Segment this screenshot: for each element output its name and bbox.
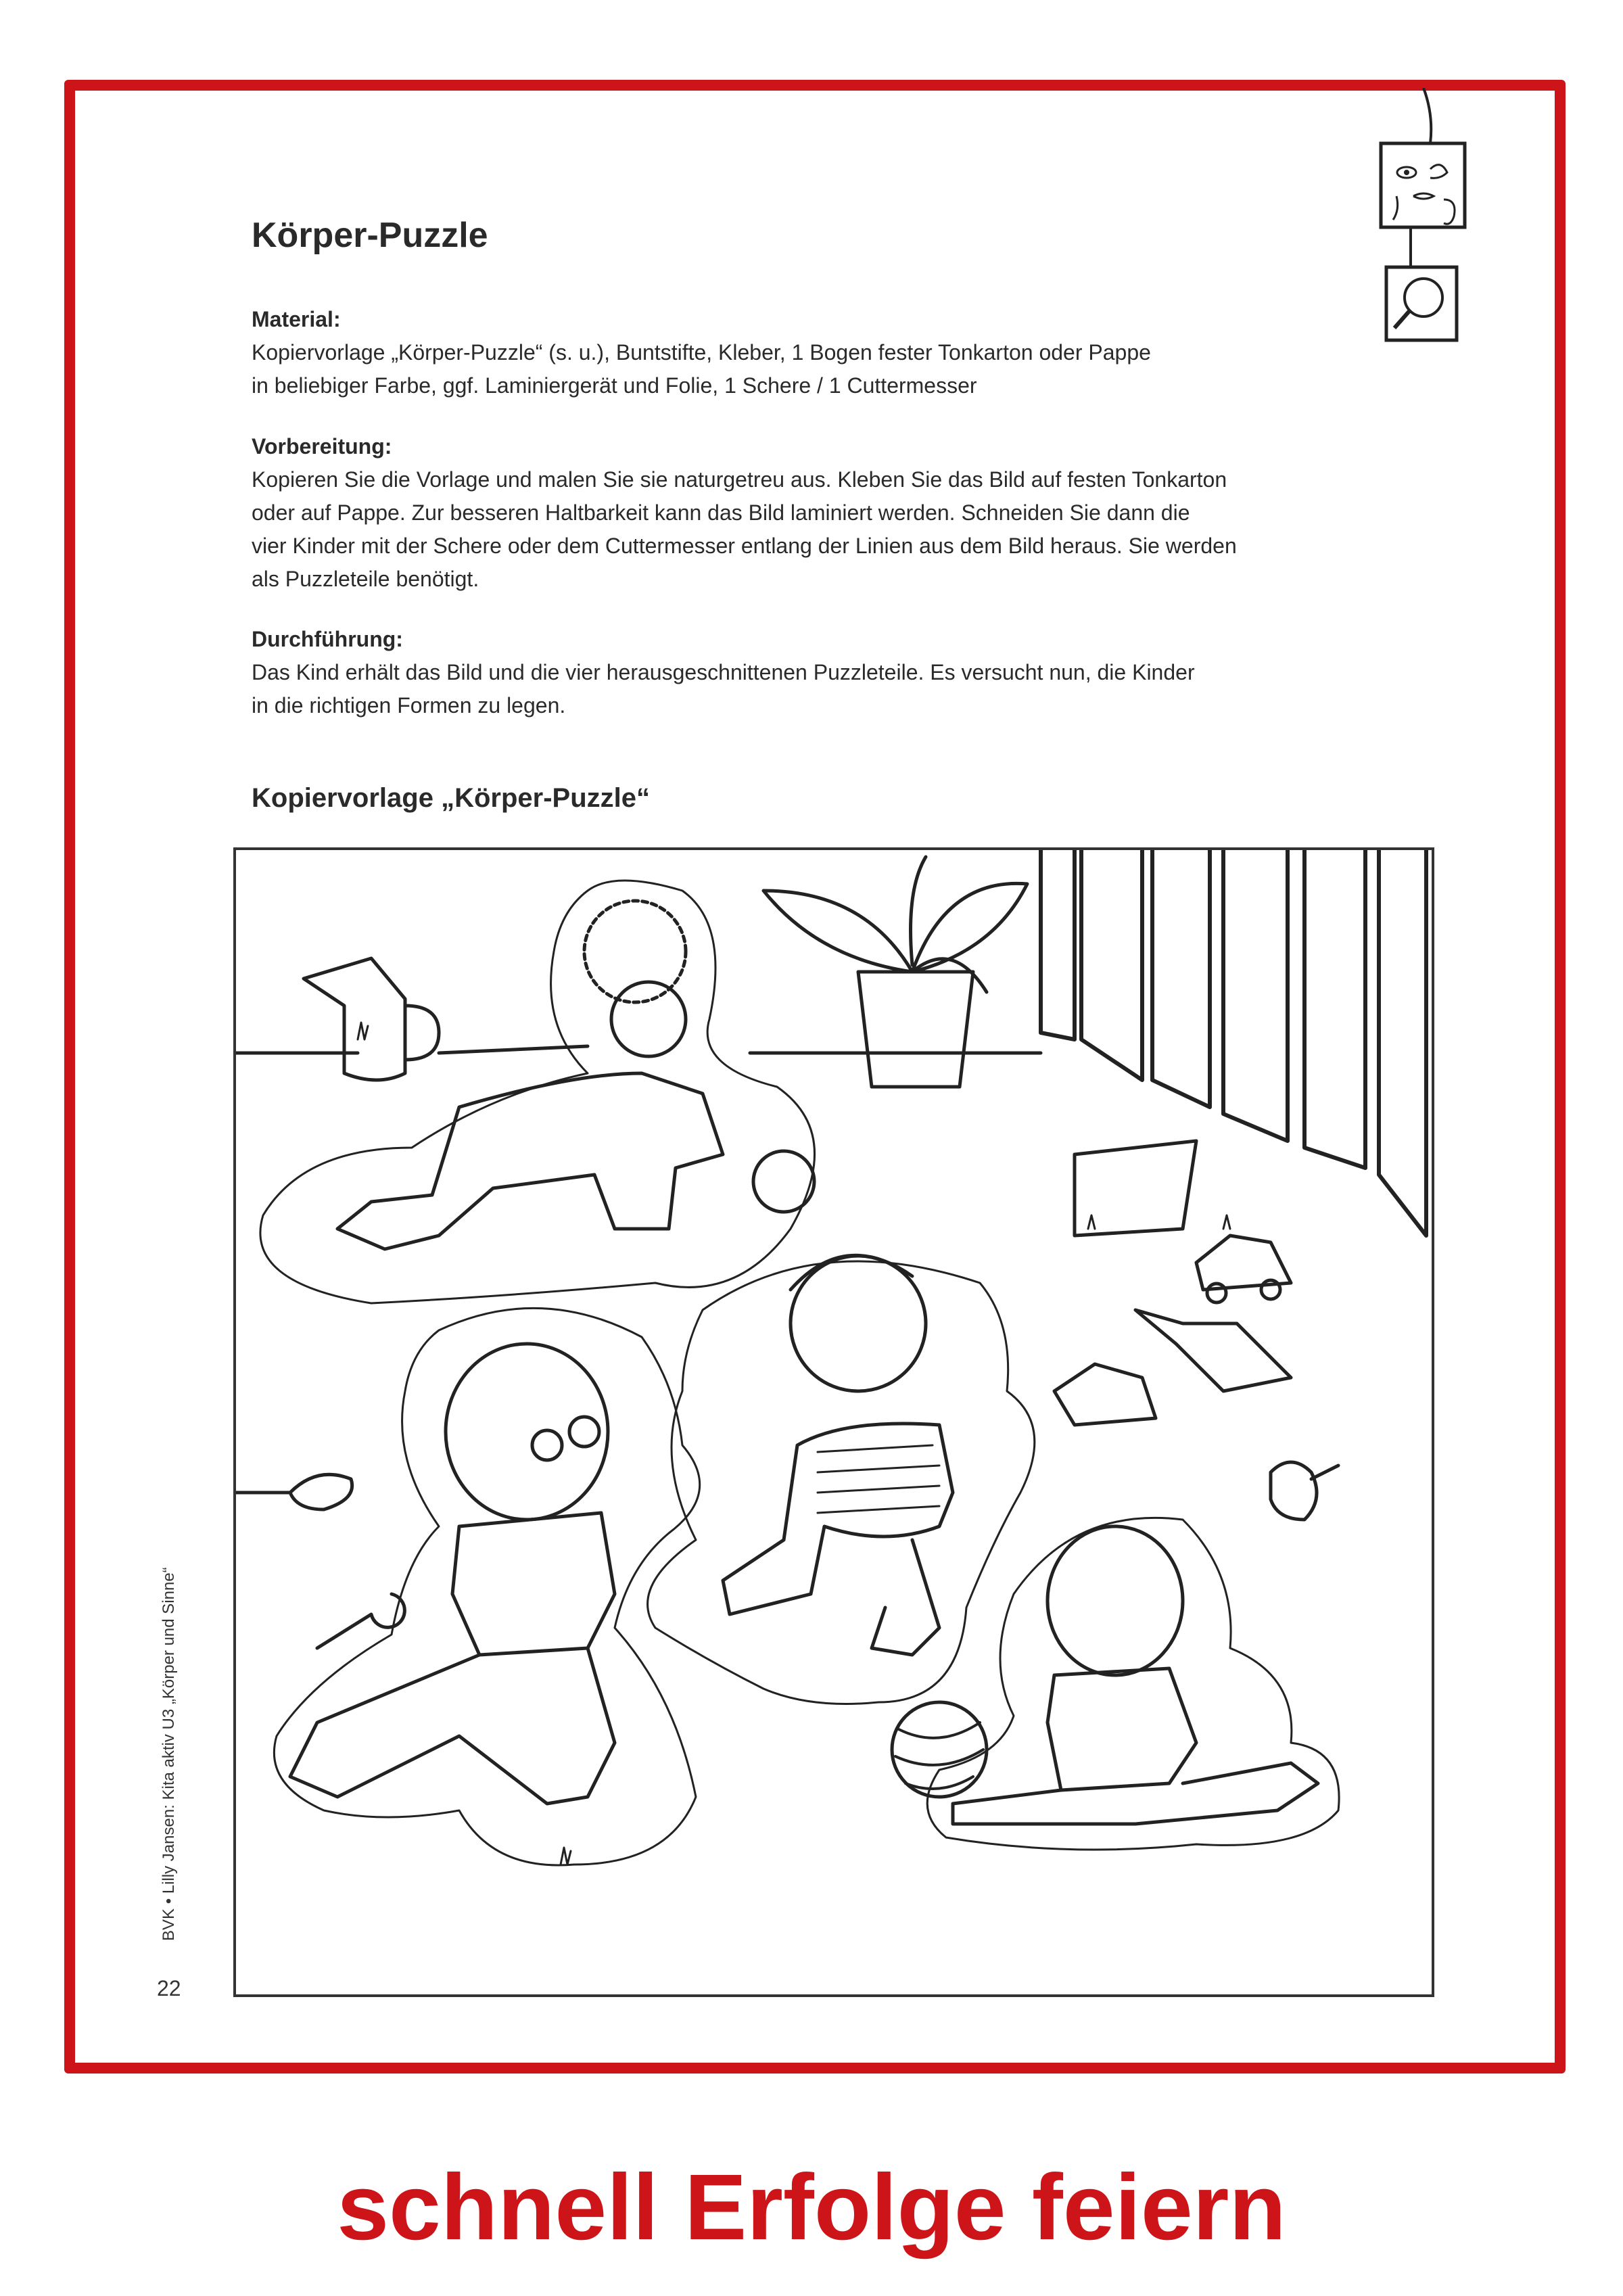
sand-mold-icon — [1054, 1364, 1156, 1425]
puzzle-piece-child-glasses — [274, 1308, 699, 1865]
puzzle-piece-child-sitting — [927, 1518, 1339, 1850]
rattle-icon — [317, 1594, 404, 1648]
template-heading: Kopiervorlage „Körper-Puzzle“ — [252, 783, 651, 813]
preparation-line: Kopieren Sie die Vorlage und malen Sie sie naturgetreu aus. Kleben Sie das Bild auf festen Tonkarton — [252, 467, 1227, 492]
senses-icons — [1366, 88, 1488, 348]
puzzle-illustration — [233, 847, 1434, 1997]
preparation-line: oder auf Pappe. Zur besseren Haltbarkeit kann das Bild laminiert werden. Schneiden Sie dann die — [252, 500, 1190, 525]
slogan: schnell Erfolge feiern — [337, 2155, 1286, 2259]
page-number: 22 — [157, 1976, 181, 2000]
preparation-line: als Puzzleteile benötigt. — [252, 567, 479, 591]
page-title: Körper-Puzzle — [252, 216, 488, 255]
material-section — [252, 303, 1151, 402]
puzzle-piece-child-walking — [648, 1255, 1035, 1704]
material-line: in beliebiger Farbe, ggf. Laminiergerät und Folie, 1 Schere / 1 Cuttermesser — [252, 373, 977, 398]
senses-face-icon — [1381, 143, 1465, 227]
procedure-line: Das Kind erhält das Bild und die vier herausgeschnittenen Puzzleteile. Es versucht nun, die Kinder — [252, 660, 1195, 684]
bird-icon — [1271, 1462, 1338, 1520]
material-heading: Material: — [252, 307, 341, 331]
puzzle-piece-child-crawling — [260, 881, 815, 1303]
procedure-line: in die richtigen Formen zu legen. — [252, 693, 566, 718]
dart-icon — [236, 1474, 352, 1509]
procedure-section — [252, 623, 1195, 722]
preparation-line: vier Kinder mit der Schere oder dem Cuttermesser entlang der Linien aus dem Bild heraus. Sie werden — [252, 534, 1237, 558]
ball-icon — [753, 1151, 814, 1212]
material-line: Kopiervorlage „Körper-Puzzle“ (s. u.), Buntstifte, Kleber, 1 Bogen fester Tonkarton oder Pappe — [252, 340, 1151, 365]
shovel-icon — [1135, 1310, 1291, 1391]
jug-icon — [304, 958, 439, 1080]
side-credit: BVK • Lilly Jansen: Kita aktiv U3 „Körper und Sinne“ — [160, 1567, 178, 1941]
preparation-section — [252, 430, 1237, 596]
preparation-heading: Vorbereitung: — [252, 434, 392, 459]
procedure-heading: Durchführung: — [252, 627, 403, 651]
fence-icon — [1041, 850, 1426, 1236]
